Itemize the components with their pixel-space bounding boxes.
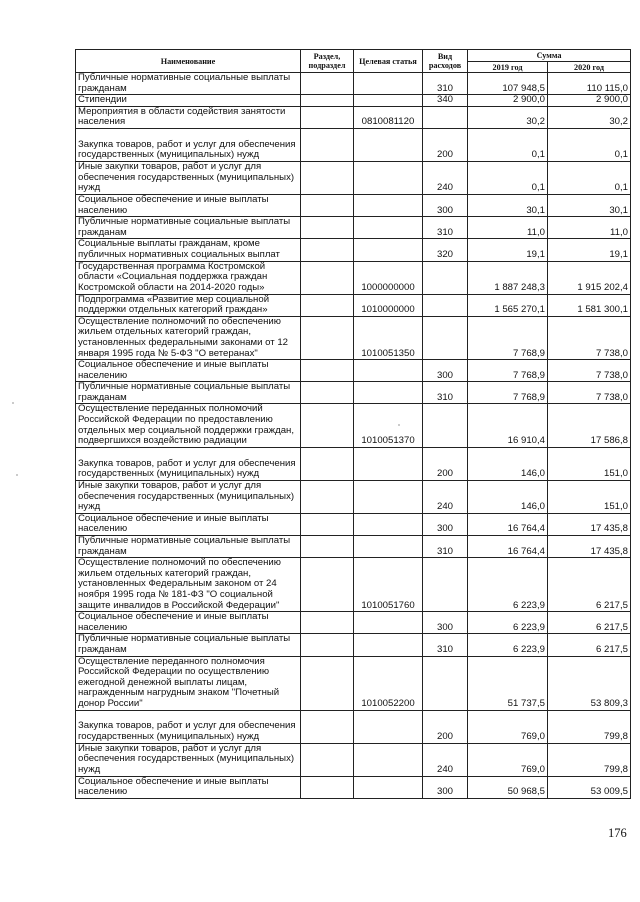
header-year-2019: 2019 год <box>468 62 548 73</box>
cell-2020: 110 115,0 <box>548 73 631 95</box>
cell-type <box>423 294 468 316</box>
cell-2019: 11,0 <box>468 217 548 239</box>
cell-name: Подпрограмма «Развитие мер социальной поддержки отдельных категорий граждан» <box>76 294 301 316</box>
cell-section <box>301 447 354 480</box>
cell-type <box>423 106 468 128</box>
cell-target: 1010000000 <box>354 294 423 316</box>
cell-section <box>301 360 354 382</box>
cell-target <box>354 128 423 161</box>
table-row <box>76 316 631 359</box>
cell-target <box>354 480 423 513</box>
table-row <box>76 95 631 107</box>
cell-type <box>423 404 468 447</box>
table-row <box>76 128 631 161</box>
table-row <box>76 239 631 261</box>
cell-2020: 17 435,8 <box>548 536 631 558</box>
header-target: Целевая статья <box>354 50 423 73</box>
cell-2020: 1 915 202,4 <box>548 261 631 294</box>
cell-name: Социальное обеспечение и иные выплаты населению <box>76 513 301 535</box>
cell-2020: 6 217,5 <box>548 558 631 612</box>
cell-target <box>354 634 423 656</box>
cell-2020: 6 217,5 <box>548 612 631 634</box>
scan-speck <box>16 474 18 476</box>
cell-type: 300 <box>423 194 468 216</box>
cell-type: 340 <box>423 95 468 107</box>
cell-section <box>301 106 354 128</box>
cell-name: Публичные нормативные социальные выплаты гражданам <box>76 382 301 404</box>
cell-2020: 17 586,8 <box>548 404 631 447</box>
cell-target: 1010051350 <box>354 316 423 359</box>
table-row <box>76 743 631 776</box>
cell-type: 310 <box>423 73 468 95</box>
cell-section <box>301 634 354 656</box>
cell-target: 0810081120 <box>354 106 423 128</box>
table-row <box>76 447 631 480</box>
cell-type: 310 <box>423 536 468 558</box>
cell-section <box>301 128 354 161</box>
cell-target <box>354 776 423 798</box>
cell-name: Осуществление полномочий по обеспечению жильем отдельных категорий граждан, установленных федеральными законами от 12 января 1995 года № 5-ФЗ "О ветеранах" <box>76 316 301 359</box>
table-body <box>76 73 631 799</box>
table-row <box>76 634 631 656</box>
cell-2019: 6 223,9 <box>468 612 548 634</box>
cell-target: 1010051760 <box>354 558 423 612</box>
cell-name: Публичные нормативные социальные выплаты гражданам <box>76 217 301 239</box>
cell-section <box>301 217 354 239</box>
cell-name: Закупка товаров, работ и услуг для обеспечения государственных (муниципальных) нужд <box>76 447 301 480</box>
table-row <box>76 106 631 128</box>
cell-type: 300 <box>423 360 468 382</box>
header-year-2020: 2020 год <box>548 62 631 73</box>
cell-2019: 7 768,9 <box>468 360 548 382</box>
cell-target <box>354 513 423 535</box>
table-row <box>76 776 631 798</box>
cell-section <box>301 404 354 447</box>
cell-name: Иные закупки товаров, работ и услуг для обеспечения государственных (муниципальных) нужд <box>76 480 301 513</box>
cell-section <box>301 513 354 535</box>
cell-2019: 2 900,0 <box>468 95 548 107</box>
cell-type <box>423 261 468 294</box>
cell-2020: 53 809,3 <box>548 656 631 710</box>
cell-type <box>423 656 468 710</box>
budget-table <box>75 49 631 799</box>
cell-name: Мероприятия в области содействия занятости населения <box>76 106 301 128</box>
cell-target <box>354 95 423 107</box>
cell-target <box>354 73 423 95</box>
cell-section <box>301 656 354 710</box>
cell-2019: 0,1 <box>468 161 548 194</box>
header-sum: Сумма <box>468 50 631 62</box>
cell-type: 320 <box>423 239 468 261</box>
cell-target <box>354 217 423 239</box>
table-row <box>76 536 631 558</box>
cell-name: Социальное обеспечение и иные выплаты населению <box>76 360 301 382</box>
table-row <box>76 558 631 612</box>
cell-2019: 769,0 <box>468 710 548 743</box>
cell-2020: 0,1 <box>548 128 631 161</box>
cell-name: Публичные нормативные социальные выплаты гражданам <box>76 73 301 95</box>
cell-target <box>354 710 423 743</box>
scan-speck <box>398 424 400 426</box>
cell-name: Социальные выплаты гражданам, кроме публичных нормативных социальных выплат <box>76 239 301 261</box>
cell-name: Осуществление переданных полномочий Российской Федерации по предоставлению отдельных мер социальной поддержки граждан, подвергшихся воздействию радиации <box>76 404 301 447</box>
cell-target: 1010051370 <box>354 404 423 447</box>
cell-target <box>354 536 423 558</box>
cell-2019: 0,1 <box>468 128 548 161</box>
cell-target <box>354 447 423 480</box>
cell-target <box>354 743 423 776</box>
cell-2020: 7 738,0 <box>548 382 631 404</box>
table-row <box>76 404 631 447</box>
cell-2020: 1 581 300,1 <box>548 294 631 316</box>
cell-2020: 11,0 <box>548 217 631 239</box>
cell-2019: 1 887 248,3 <box>468 261 548 294</box>
cell-2020: 799,8 <box>548 710 631 743</box>
table-row <box>76 480 631 513</box>
table-row <box>76 194 631 216</box>
cell-target <box>354 382 423 404</box>
table-row <box>76 656 631 710</box>
cell-2020: 53 009,5 <box>548 776 631 798</box>
cell-2019: 30,2 <box>468 106 548 128</box>
table-row <box>76 294 631 316</box>
cell-2020: 17 435,8 <box>548 513 631 535</box>
cell-2019: 146,0 <box>468 480 548 513</box>
cell-2019: 30,1 <box>468 194 548 216</box>
table-row <box>76 710 631 743</box>
cell-type: 300 <box>423 513 468 535</box>
cell-2019: 50 968,5 <box>468 776 548 798</box>
cell-target: 1000000000 <box>354 261 423 294</box>
cell-2020: 151,0 <box>548 480 631 513</box>
cell-2019: 6 223,9 <box>468 558 548 612</box>
cell-type: 200 <box>423 710 468 743</box>
cell-type <box>423 558 468 612</box>
cell-type: 240 <box>423 480 468 513</box>
cell-2020: 19,1 <box>548 239 631 261</box>
table-row <box>76 513 631 535</box>
cell-type: 200 <box>423 128 468 161</box>
cell-name: Социальное обеспечение и иные выплаты населению <box>76 194 301 216</box>
cell-2019: 769,0 <box>468 743 548 776</box>
cell-name: Осуществление полномочий по обеспечению жильем отдельных категорий граждан, установленных Федеральным законом от 24 ноября 1995 года № 181-ФЗ "О социальной защите инвалидов в Российской Федерации" <box>76 558 301 612</box>
cell-2020: 799,8 <box>548 743 631 776</box>
cell-type: 310 <box>423 634 468 656</box>
page-number: 176 <box>608 826 627 840</box>
cell-section <box>301 776 354 798</box>
cell-type: 310 <box>423 382 468 404</box>
cell-type: 310 <box>423 217 468 239</box>
cell-name: Иные закупки товаров, работ и услуг для обеспечения государственных (муниципальных) нужд <box>76 161 301 194</box>
cell-type: 300 <box>423 776 468 798</box>
table-row <box>76 382 631 404</box>
cell-2019: 107 948,5 <box>468 73 548 95</box>
cell-name: Закупка товаров, работ и услуг для обеспечения государственных (муниципальных) нужд <box>76 128 301 161</box>
cell-2019: 6 223,9 <box>468 634 548 656</box>
cell-name: Стипендии <box>76 95 301 107</box>
cell-section <box>301 194 354 216</box>
cell-section <box>301 261 354 294</box>
cell-2019: 7 768,9 <box>468 382 548 404</box>
cell-2019: 7 768,9 <box>468 316 548 359</box>
cell-target <box>354 360 423 382</box>
header-section: Раздел, подраздел <box>301 50 354 73</box>
table-row <box>76 161 631 194</box>
cell-2020: 7 738,0 <box>548 316 631 359</box>
cell-name: Осуществление переданного полномочия Российской Федерации по осуществлению ежегодной денежной выплаты лицам, награжденным нагрудным знаком "Почетный донор России" <box>76 656 301 710</box>
cell-name: Публичные нормативные социальные выплаты гражданам <box>76 536 301 558</box>
cell-type <box>423 316 468 359</box>
cell-2019: 16 764,4 <box>468 536 548 558</box>
table-row <box>76 612 631 634</box>
cell-2020: 2 900,0 <box>548 95 631 107</box>
cell-section <box>301 743 354 776</box>
cell-name: Государственная программа Костромской области «Социальная поддержка граждан Костромской области на 2014-2020 годы» <box>76 261 301 294</box>
cell-section <box>301 710 354 743</box>
cell-section <box>301 95 354 107</box>
table-row <box>76 73 631 95</box>
cell-type: 240 <box>423 161 468 194</box>
cell-target <box>354 239 423 261</box>
scan-speck <box>12 402 14 404</box>
cell-2020: 6 217,5 <box>548 634 631 656</box>
cell-target <box>354 194 423 216</box>
table-row <box>76 217 631 239</box>
cell-2019: 1 565 270,1 <box>468 294 548 316</box>
cell-2019: 146,0 <box>468 447 548 480</box>
cell-section <box>301 612 354 634</box>
cell-2019: 19,1 <box>468 239 548 261</box>
cell-target <box>354 161 423 194</box>
table-row <box>76 360 631 382</box>
cell-2019: 51 737,5 <box>468 656 548 710</box>
cell-section <box>301 536 354 558</box>
cell-name: Иные закупки товаров, работ и услуг для обеспечения государственных (муниципальных) нужд <box>76 743 301 776</box>
cell-name: Социальное обеспечение и иные выплаты населению <box>76 776 301 798</box>
cell-target <box>354 612 423 634</box>
cell-section <box>301 239 354 261</box>
cell-name: Закупка товаров, работ и услуг для обеспечения государственных (муниципальных) нужд <box>76 710 301 743</box>
cell-section <box>301 316 354 359</box>
header-name: Наименование <box>76 50 301 73</box>
cell-section <box>301 294 354 316</box>
cell-section <box>301 382 354 404</box>
cell-2020: 30,1 <box>548 194 631 216</box>
cell-2019: 16 764,4 <box>468 513 548 535</box>
cell-2020: 30,2 <box>548 106 631 128</box>
cell-section <box>301 161 354 194</box>
cell-name: Публичные нормативные социальные выплаты гражданам <box>76 634 301 656</box>
header-type: Вид расходов <box>423 50 468 73</box>
cell-section <box>301 73 354 95</box>
cell-type: 300 <box>423 612 468 634</box>
cell-2020: 0,1 <box>548 161 631 194</box>
cell-type: 240 <box>423 743 468 776</box>
cell-target: 1010052200 <box>354 656 423 710</box>
cell-section <box>301 558 354 612</box>
table-row <box>76 261 631 294</box>
cell-section <box>301 480 354 513</box>
cell-2020: 7 738,0 <box>548 360 631 382</box>
cell-type: 200 <box>423 447 468 480</box>
cell-2020: 151,0 <box>548 447 631 480</box>
cell-2019: 16 910,4 <box>468 404 548 447</box>
cell-name: Социальное обеспечение и иные выплаты населению <box>76 612 301 634</box>
